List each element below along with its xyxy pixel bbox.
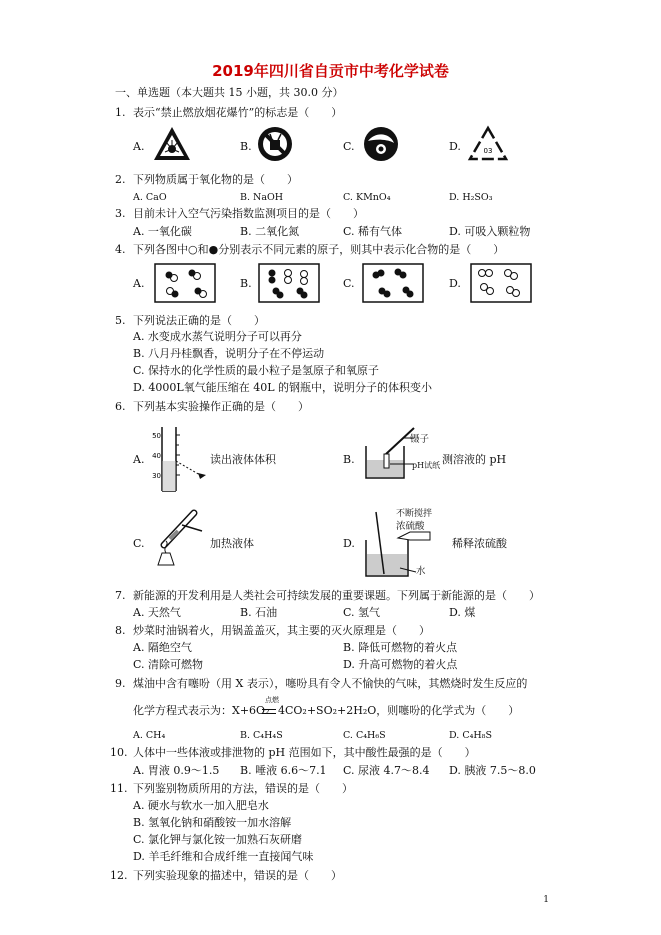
q11-option-c[interactable]: C. 氯化钾与氯化铵一加熟石灰研磨 — [133, 833, 303, 846]
page-number: 1 — [543, 895, 549, 905]
molecule-box-b — [258, 263, 320, 303]
q7-option-c[interactable]: C. 氢气 — [343, 606, 381, 619]
q3-option-b[interactable]: B. 二氧化氮 — [240, 225, 300, 238]
q4-option-a[interactable]: A. — [133, 277, 145, 290]
graduated-cylinder-figure — [150, 425, 210, 495]
caption-measure-ph: 测溶液的 pH — [442, 453, 507, 466]
q3-option-a[interactable]: A. 一氧化碳 — [133, 225, 192, 238]
q1-option-a[interactable]: A. — [133, 140, 145, 153]
q11-option-a[interactable]: A. 硬水与软水一加入肥皂水 — [133, 799, 269, 812]
q9-option-a[interactable]: A. CH₄ — [133, 730, 166, 741]
q10-option-d[interactable]: D. 胰液 7.5～8.0 — [449, 764, 536, 777]
q5-stem: 下列说法正确的是（ ） — [133, 314, 265, 327]
q8-option-d[interactable]: D. 升高可燃物的着火点 — [343, 658, 458, 671]
q6-option-a[interactable]: A. — [133, 453, 145, 466]
page-title: 2019年四川省自贡市中考化学试卷 — [212, 62, 449, 80]
molecule-box-c — [362, 263, 424, 303]
q1-option-d[interactable]: D. — [449, 140, 461, 153]
molecule-box-d — [470, 263, 532, 303]
q2-number: 2. — [115, 173, 126, 186]
q8-option-a[interactable]: A. 隔绝空气 — [133, 641, 192, 654]
q3-option-d[interactable]: D. 可吸入颗粒物 — [449, 225, 531, 238]
no-fireworks-sign-icon — [256, 125, 294, 163]
q4-number: 4. — [115, 243, 126, 256]
tick-50: 50 — [152, 432, 161, 440]
recycle-label: 03 — [483, 147, 493, 155]
section-heading: 一、单选题（本大题共 15 小题，共 30.0 分） — [115, 86, 344, 99]
q3-number: 3. — [115, 207, 126, 220]
q3-option-c[interactable]: C. 稀有气体 — [343, 225, 403, 238]
q5-option-a[interactable]: A. 水变成水蒸气说明分子可以再分 — [133, 330, 302, 343]
caption-dilute-acid: 稀释浓硫酸 — [452, 537, 507, 550]
q9-stem: 煤油中含有噻吩（用 X 表示），噻吩具有令人不愉快的气味，其燃烧时发生反应的 — [133, 677, 528, 690]
q11-stem: 下列鉴别物质所用的方法，错误的是（ ） — [133, 782, 353, 795]
q2-option-d[interactable]: D. H₂SO₃ — [449, 192, 493, 203]
q6-option-b[interactable]: B. — [343, 453, 355, 466]
q12-number: 12. — [110, 869, 128, 882]
q10-option-b[interactable]: B. 唾液 6.6～7.1 — [240, 764, 327, 777]
q8-option-b[interactable]: B. 降低可燃物的着火点 — [343, 641, 458, 654]
q5-option-b[interactable]: B. 八月丹桂飘香，说明分子在不停运动 — [133, 347, 325, 360]
q3-stem: 目前未计入空气污染指数监测项目的是（ ） — [133, 207, 364, 220]
q1-option-c[interactable]: C. — [343, 140, 355, 153]
q7-option-b[interactable]: B. 石油 — [240, 606, 278, 619]
q8-stem: 炒菜时油锅着火，用锅盖盖灭，其主要的灭火原理是（ ） — [133, 624, 430, 637]
q5-option-d[interactable]: D. 4000L氧气能压缩在 40L 的钢瓶中，说明分子的体积变小 — [133, 381, 433, 394]
q9-option-b[interactable]: B. C₄H₄S — [240, 730, 283, 741]
q7-stem: 新能源的开发利用是人类社会可持续发展的重要课题。下列属于新能源的是（ ） — [133, 589, 540, 602]
label-stir: 不断搅拌 — [396, 509, 433, 519]
q1-option-b[interactable]: B. — [240, 140, 252, 153]
q4-option-d[interactable]: D. — [449, 277, 461, 290]
q7-option-a[interactable]: A. 天然气 — [133, 606, 181, 619]
heating-test-tube-figure — [150, 505, 210, 575]
q2-option-a[interactable]: A. CaO — [133, 192, 167, 203]
water-saving-sign-icon — [362, 125, 400, 163]
q9-option-d[interactable]: D. C₄H₈S — [449, 730, 492, 741]
q8-number: 8. — [115, 624, 126, 637]
q9-number: 9. — [115, 677, 126, 690]
label-conc-acid: 浓硫酸 — [396, 521, 425, 532]
label-ph-paper: pH试纸 — [412, 461, 441, 470]
q6-number: 6. — [115, 400, 126, 413]
equation-equals-sign — [262, 709, 276, 714]
q5-option-c[interactable]: C. 保持水的化学性质的最小粒子是氢原子和氧原子 — [133, 364, 380, 377]
q6-option-c[interactable]: C. — [133, 537, 145, 550]
q4-option-b[interactable]: B. — [240, 277, 252, 290]
caption-read-volume: 读出液体体积 — [210, 453, 276, 466]
q6-option-d[interactable]: D. — [343, 537, 355, 550]
label-water: 水 — [416, 566, 426, 577]
caption-heat-liquid: 加热液体 — [210, 537, 254, 550]
q10-number: 10. — [110, 746, 128, 759]
q9-condition: 点燃 — [265, 696, 279, 704]
tick-30: 30 — [152, 472, 161, 480]
q11-option-b[interactable]: B. 氢氧化钠和硝酸铵一加水溶解 — [133, 816, 292, 829]
recycle-sign-icon — [467, 125, 509, 163]
label-tweezers: 镊子 — [410, 434, 430, 445]
q4-option-c[interactable]: C. — [343, 277, 355, 290]
molecule-box-a — [154, 263, 216, 303]
explosive-sign-icon — [152, 125, 192, 163]
q2-option-c[interactable]: C. KMnO₄ — [343, 192, 391, 203]
q4-stem: 下列各图中○和●分别表示不同元素的原子，则其中表示化合物的是（ ） — [133, 243, 505, 256]
q6-stem: 下列基本实验操作正确的是（ ） — [133, 400, 309, 413]
q2-option-b[interactable]: B. NaOH — [240, 192, 284, 203]
q7-option-d[interactable]: D. 煤 — [449, 606, 476, 619]
q7-number: 7. — [115, 589, 126, 602]
q2-stem: 下列物质属于氧化物的是（ ） — [133, 173, 298, 186]
q10-option-c[interactable]: C. 尿液 4.7～8.4 — [343, 764, 430, 777]
q9-equation-right: 4CO₂+SO₂+2H₂O，则噻吩的化学式为（ ） — [278, 704, 520, 717]
tick-40: 40 — [152, 452, 161, 460]
q5-number: 5. — [115, 314, 126, 327]
q12-stem: 下列实验现象的描述中，错误的是（ ） — [133, 869, 342, 882]
q1-stem: 表示“禁止燃放烟花爆竹”的标志是（ ） — [133, 106, 343, 119]
q11-option-d[interactable]: D. 羊毛纤维和合成纤维一直接闻气味 — [133, 850, 314, 863]
q1-number: 1. — [115, 106, 126, 119]
q8-option-c[interactable]: C. 清除可燃物 — [133, 658, 204, 671]
q11-number: 11. — [110, 782, 128, 795]
q10-option-a[interactable]: A. 胃液 0.9～1.5 — [133, 764, 220, 777]
q10-stem: 人体中一些体液或排泄物的 pH 范围如下，其中酸性最强的是（ ） — [133, 746, 476, 759]
q9-equation-left: 化学方程式表示为：X+6O₂ — [133, 704, 270, 717]
q9-option-c[interactable]: C. C₄H₆S — [343, 730, 386, 741]
